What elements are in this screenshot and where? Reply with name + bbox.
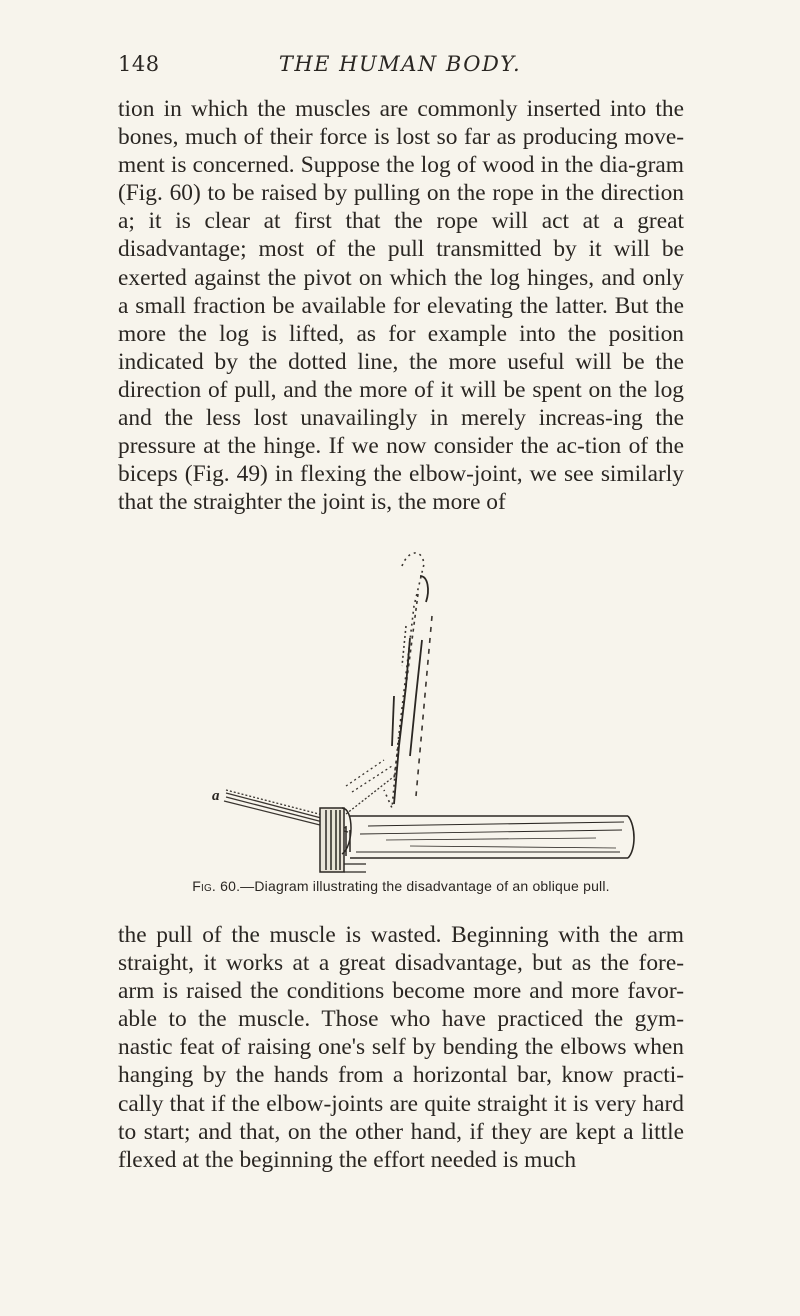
rope bbox=[224, 760, 392, 832]
figure-60-diagram bbox=[196, 546, 636, 876]
paragraph-2: the pull of the muscle is wasted. Beginning with the arm straight, it works at a great disadvantage, but as the fore-arm is raised the conditions become more and more favor-able to the muscle. Those who have practiced the gym-nastic feat of raising one's self by bending the elbows when hanging by the hands from a horizontal bar, know practi-cally that if the elbow-joints are quite straight it is very hard to start; and that, on the other hand, if they are kept a little flexed at the beginning the effort needed is much bbox=[118, 922, 684, 1173]
paragraph-1: tion in which the muscles are commonly inserted into the bones, much of their force is lost so far as producing move-ment is concerned. Suppose the log of wood in the dia-gram (Fig. 60) to be raised by pulling on the rope in the direction a; it is clear at first that the rope will act at a great disadvantage; most of the pull transmitted by it will be exerted against the pivot on which the log hinges, and only a small fraction be available for elevating the latter. But the more the log is lifted, as for example into the position indicated by the dotted line, the more useful will be the direction of pull, and the more of it will be spent on the log and the less lost unavailingly in merely increas-ing the pressure at the hinge. If we now consider the ac-tion of the biceps (Fig. 49) in flexing the elbow-joint, we see similarly that the straighter the joint is, the more of bbox=[118, 96, 684, 516]
rope-letter-a: a bbox=[212, 788, 220, 804]
page-number: 148 bbox=[118, 52, 160, 76]
figure-caption bbox=[118, 878, 684, 894]
raised-log bbox=[392, 576, 428, 804]
hinge-post bbox=[320, 808, 351, 872]
figure-caption-text: —Diagram illustrating the disadvantage of an oblique pull. bbox=[240, 878, 610, 894]
dotted-log-outline bbox=[384, 553, 432, 808]
figure-label: Fig. 60. bbox=[192, 878, 241, 894]
horizontal-log bbox=[344, 816, 634, 872]
running-head: THE HUMAN BODY. bbox=[278, 52, 522, 76]
page-header bbox=[118, 52, 682, 82]
